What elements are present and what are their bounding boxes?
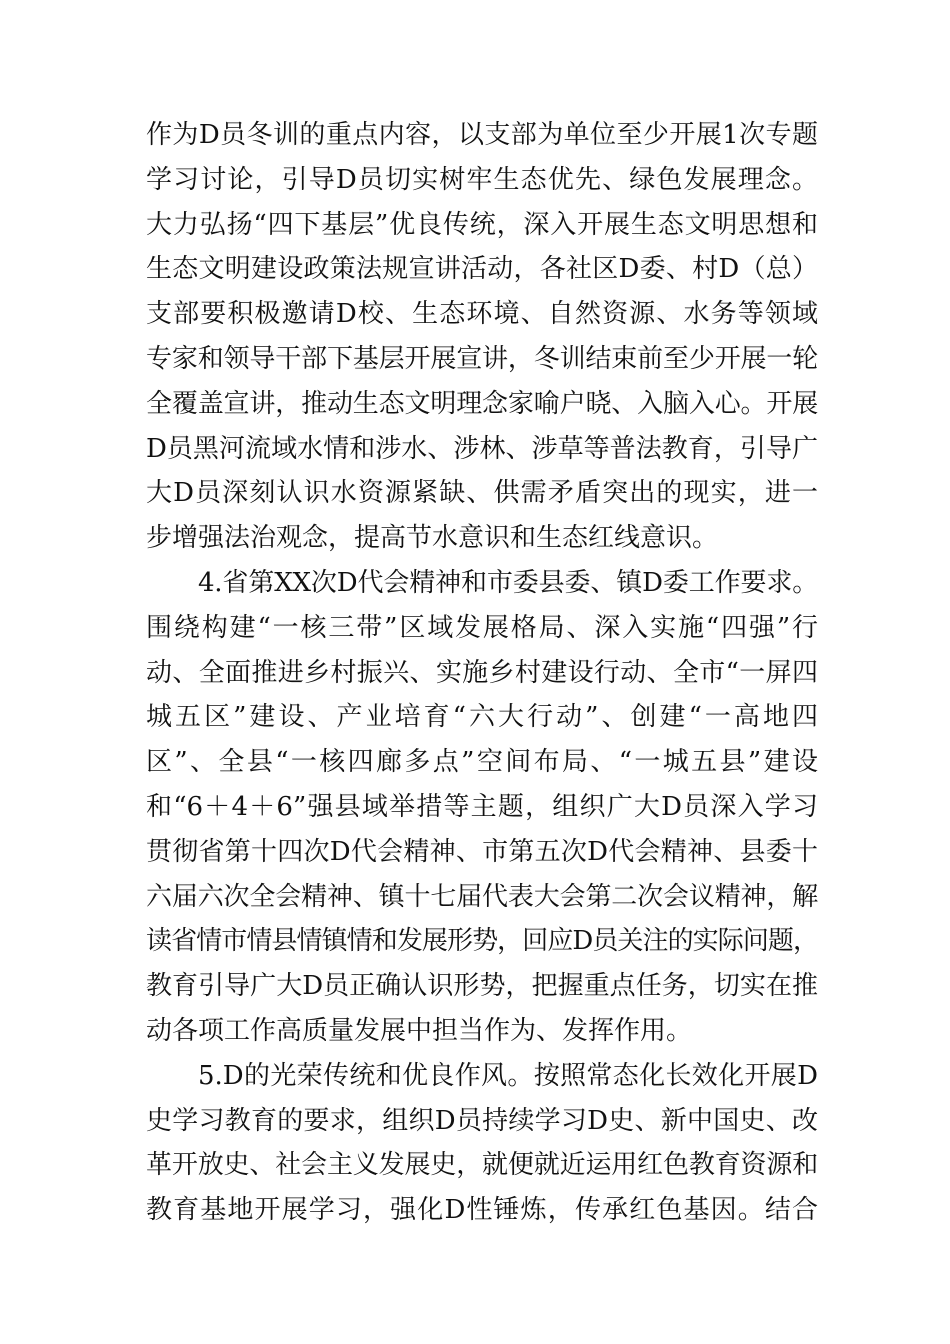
text-line: 区”、全县“一核四廊多点”空间布局、“一城五县”建设: [146, 747, 818, 778]
section-heading-line: 5.D的光荣传统和优良作风。按照常态化长效化开展D: [198, 1060, 818, 1091]
text-line: 动各项工作高质量发展中担当作为、发挥作用。: [146, 1015, 693, 1046]
text-line: D员黑河流域水情和涉水、涉林、涉草等普法教育，引导广: [146, 433, 818, 464]
text-line: 教育引导广大D员正确认识形势，把握重点任务，切实在推: [146, 971, 818, 1002]
text-line: 步增强法治观念，提高节水意识和生态红线意识。: [146, 523, 719, 554]
section-heading-line: 4.省第XX次D代会精神和市委县委、镇D委工作要求。: [198, 567, 818, 598]
text-line: 革开放史、社会主义发展史，就便就近运用红色教育资源和: [146, 1150, 818, 1181]
text-line: 和“6＋4＋6”强县域举措等主题，组织广大D员深入学习: [146, 791, 818, 822]
text-line: 生态文明建设政策法规宣讲活动，各社区D委、村D（总）: [146, 254, 818, 285]
text-line: 专家和领导干部下基层开展宣讲，冬训结束前至少开展一轮: [146, 343, 818, 374]
text-line: 支部要积极邀请D校、生态环境、自然资源、水务等领域: [146, 299, 818, 330]
text-line: 贯彻省第十四次D代会精神、市第五次D代会精神、县委十: [146, 836, 818, 867]
text-line: 城五区”建设、产业培育“六大行动”、创建“一高地四: [146, 702, 818, 733]
text-line: 六届六次全会精神、镇十七届代表大会第二次会议精神，解: [146, 881, 818, 912]
text-line: 大D员深刻认识水资源紧缺、供需矛盾突出的现实，进一: [146, 478, 818, 509]
text-line: 教育基地开展学习，强化D性锤炼，传承红色基因。结合: [146, 1195, 818, 1226]
text-line: 学习讨论，引导D员切实树牢生态优先、绿色发展理念。: [146, 164, 818, 195]
text-line: 大力弘扬“四下基层”优良传统，深入开展生态文明思想和: [146, 209, 818, 240]
text-line: 作为D员冬训的重点内容，以支部为单位至少开展1次专题: [146, 120, 818, 150]
body-text: [146, 113, 818, 1233]
text-line: 读省情市情县情镇情和发展形势，回应D员关注的实际问题，: [146, 926, 818, 957]
text-line: 史学习教育的要求，组织D员持续学习D史、新中国史、改: [146, 1105, 818, 1136]
text-line: 全覆盖宣讲，推动生态文明理念家喻户晓、入脑入心。开展: [146, 388, 818, 419]
text-line: 围绕构建“一核三带”区域发展格局、深入实施“四强”行: [146, 612, 818, 643]
text-line: 动、全面推进乡村振兴、实施乡村建设行动、全市“一屏四: [146, 657, 818, 688]
